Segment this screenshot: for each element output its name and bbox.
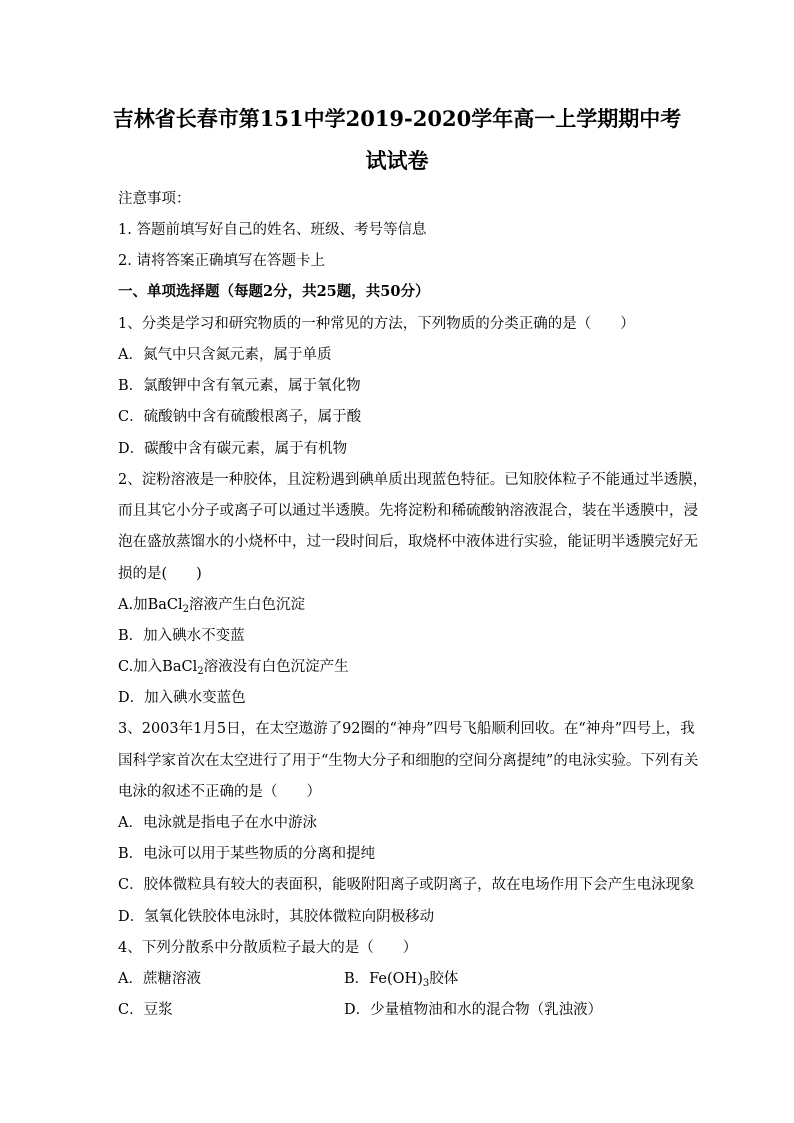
question-2-stem-line-1: 2、淀粉溶液是一种胶体，且淀粉遇到碘单质出现蓝色特征。已知胶体粒子不能通过半透膜， bbox=[118, 472, 708, 488]
notice-heading: 注意事项： bbox=[118, 191, 191, 207]
question-2-stem-line-4: 损的是( ) bbox=[118, 566, 202, 582]
question-2-option-b: B．加入碘水不变蓝 bbox=[118, 628, 245, 644]
question-1-option-b: B．氯酸钾中含有氧元素，属于氧化物 bbox=[118, 378, 361, 394]
section-heading: 一、单项选择题（每题2分，共25题，共50分） bbox=[118, 283, 430, 300]
question-2-option-a: A.加BaCl$_2$溶液产生白色沉淀 bbox=[118, 597, 305, 615]
question-3-option-c: C．胶体微粒具有较大的表面积，能吸附阳离子或阴离子，故在电场作用下会产生电泳现象 bbox=[118, 877, 695, 893]
document-title-line-1: 吉林省长春市第151中学2019-2020学年高一上学期期中考 bbox=[112, 106, 682, 131]
question-3-option-a: A．电泳就是指电子在水中游泳 bbox=[118, 815, 317, 831]
question-3-stem-line-2: 国科学家首次在太空进行了用于“生物大分子和细胞的空间分离提纯”的电泳实验。下列有关 bbox=[118, 753, 699, 769]
question-4-option-a: A．蔗糖溶液 bbox=[118, 971, 201, 987]
question-3-option-d: D．氢氧化铁胶体电泳时，其胶体微粒向阴极移动 bbox=[118, 909, 435, 925]
document-title-line-2: 试试卷 bbox=[365, 148, 429, 173]
question-1-option-d: D．碳酸中含有碳元素，属于有机物 bbox=[118, 441, 348, 457]
notice-item-1: 1. 答题前填写好自己的姓名、班级、考号等信息 bbox=[118, 222, 427, 238]
question-2-option-c: C.加入BaCl$_2$溶液没有白色沉淀产生 bbox=[118, 659, 349, 677]
question-3-stem-line-3: 电泳的叙述不正确的是（ ） bbox=[118, 784, 321, 800]
question-2-stem-line-2: 而且其它小分子或离子可以通过半透膜。先将淀粉和稀硫酸钠溶液混合，装在半透膜中，浸 bbox=[118, 503, 698, 519]
question-3-stem-line-1: 3、2003年1月5日，在太空遨游了92圈的“神舟”四号飞船顺利回收。在“神舟”四号上，我 bbox=[118, 721, 695, 737]
question-2-option-d: D．加入碘水变蓝色 bbox=[118, 690, 246, 706]
question-1-option-c: C．硫酸钠中含有硫酸根离子，属于酸 bbox=[118, 409, 362, 425]
question-3-option-b: B．电泳可以用于某些物质的分离和提纯 bbox=[118, 846, 376, 862]
question-4-stem: 4、下列分散系中分散质粒子最大的是（ ） bbox=[118, 940, 418, 956]
question-4-option-c: C．豆浆 bbox=[118, 1002, 173, 1018]
question-4-option-d: D．少量植物油和水的混合物（乳浊液） bbox=[344, 1002, 603, 1018]
question-1-option-a: A．氮气中只含氮元素，属于单质 bbox=[118, 347, 332, 363]
notice-item-2: 2. 请将答案正确填写在答题卡上 bbox=[118, 253, 325, 269]
question-4-option-b: B．$Fe(OH)_3$胶体 bbox=[344, 971, 459, 989]
question-2-stem-line-3: 泡在盛放蒸馏水的小烧杯中，过一段时间后，取烧杯中液体进行实验，能证明半透膜完好无 bbox=[118, 534, 698, 550]
question-1-stem: 1、分类是学习和研究物质的一种常见的方法，下列物质的分类正确的是（ ） bbox=[118, 316, 635, 332]
